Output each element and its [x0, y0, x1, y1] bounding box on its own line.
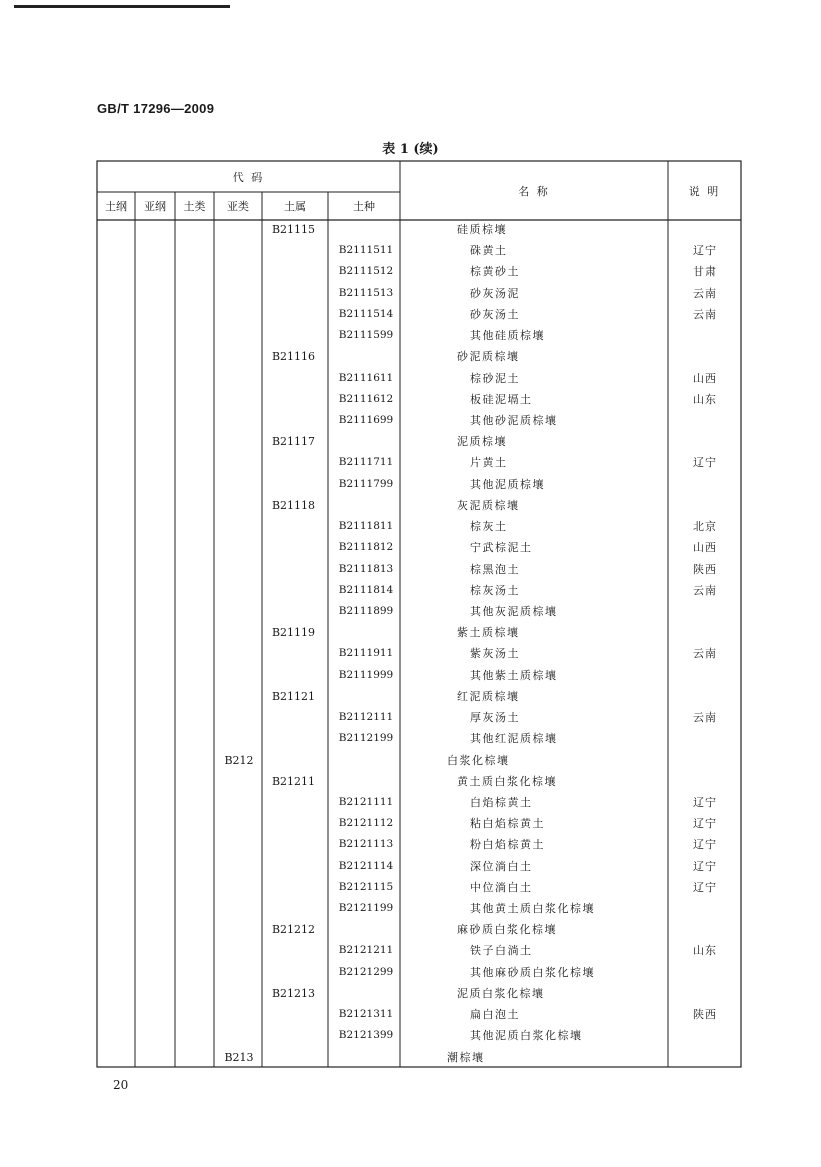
genus-code: B21213 [271, 987, 316, 1000]
table-title: 表 1 (续) [382, 142, 439, 157]
species-code: B2111899 [338, 605, 394, 617]
soil-name: 白浆化棕壤 [447, 754, 510, 767]
subgroup-code: B213 [224, 1051, 254, 1064]
soil-name: 白焰棕黄土 [470, 796, 533, 809]
soil-name: 砂灰汤土 [470, 308, 520, 321]
soil-name: 深位淌白土 [470, 860, 533, 873]
species-code: B2111813 [338, 563, 394, 575]
genus-code: B21116 [271, 350, 316, 363]
region-note: 北京 [693, 520, 717, 533]
species-code: B2111513 [338, 287, 394, 299]
soil-name: 中位淌白土 [470, 881, 533, 894]
species-code: B2111511 [338, 244, 394, 256]
region-note: 云南 [693, 287, 717, 300]
species-code: B2111514 [338, 308, 394, 320]
soil-name: 泥质棕壤 [457, 435, 507, 448]
page-number: 20 [113, 1078, 129, 1092]
region-note: 辽宁 [693, 860, 717, 873]
soil-name: 泥质白浆化棕壤 [457, 987, 545, 1000]
soil-name: 砂泥质棕壤 [457, 350, 520, 363]
species-code: B2111699 [338, 414, 394, 426]
species-code: B2121113 [338, 838, 394, 850]
genus-code: B21117 [271, 435, 316, 448]
species-code: B2111611 [338, 372, 394, 384]
genus-code: B21121 [271, 690, 316, 703]
region-note: 陕西 [693, 1008, 717, 1021]
species-code: B2121199 [338, 902, 394, 914]
soil-name: 硅质棕壤 [457, 223, 507, 236]
species-code: B2121399 [338, 1029, 394, 1041]
table-border [97, 161, 741, 1067]
group-header: 土类 [183, 200, 206, 213]
region-note: 辽宁 [693, 881, 717, 894]
soil-name: 红泥质棕壤 [457, 690, 520, 703]
soil-name: 硃黄土 [470, 244, 508, 257]
soil-name: 麻砂质白浆化棕壤 [457, 923, 557, 936]
soil-name: 棕黄砂土 [470, 265, 520, 278]
species-code: B2121114 [338, 860, 394, 872]
species-code: B2111911 [338, 647, 394, 659]
soil-name: 其他泥质棕壤 [470, 478, 545, 491]
species-code: B2111999 [338, 669, 394, 681]
soil-name: 棕灰汤土 [470, 584, 520, 597]
genus-code: B21212 [271, 923, 316, 936]
region-note: 云南 [693, 647, 717, 660]
species-code: B2112111 [338, 711, 394, 723]
species-code: B2111811 [338, 520, 394, 532]
genus-code: B21211 [271, 775, 316, 788]
species-code: B2111711 [338, 456, 394, 468]
region-note: 山东 [693, 393, 717, 406]
species-code: B2111512 [338, 265, 394, 277]
soil-name: 扁白泡土 [470, 1008, 520, 1021]
species-code: B2111812 [338, 541, 394, 553]
genus-code: B21119 [271, 626, 316, 639]
species-header: 土种 [353, 200, 375, 213]
note-header: 说 明 [688, 184, 721, 198]
soil-name: 灰泥质棕壤 [457, 499, 520, 512]
region-note: 甘肃 [693, 265, 717, 278]
species-code: B2121299 [338, 966, 394, 978]
soil-name: 其他砂泥质棕壤 [470, 414, 558, 427]
soil-name: 紫灰汤土 [470, 647, 520, 660]
soil-name: 粉白焰棕黄土 [470, 838, 545, 851]
region-note: 山东 [693, 944, 717, 957]
genus-header: 土属 [284, 200, 306, 213]
region-note: 辽宁 [693, 796, 717, 809]
soil-name: 板硅泥塥土 [470, 393, 533, 406]
standard-number: GB/T 17296—2009 [97, 101, 215, 116]
soil-name: 厚灰汤土 [470, 711, 520, 724]
soil-name: 其他泥质白浆化棕壤 [470, 1029, 583, 1042]
region-note: 陕西 [693, 563, 717, 576]
species-code: B2111599 [338, 329, 394, 341]
soil-name: 其他硅质棕壤 [470, 329, 545, 342]
soil-name: 紫土质棕壤 [457, 626, 520, 639]
subgroup-header: 亚类 [227, 200, 249, 213]
soil-name: 粘白焰棕黄土 [470, 817, 545, 830]
species-code: B2121211 [338, 944, 394, 956]
region-note: 辽宁 [693, 244, 717, 257]
region-note: 辽宁 [693, 456, 717, 469]
soil-name: 砂灰汤泥 [470, 287, 520, 300]
soil-name: 铁子白淌土 [470, 944, 533, 957]
region-note: 辽宁 [693, 817, 717, 830]
genus-code: B21118 [271, 499, 316, 512]
code-header: 代 码 [232, 170, 265, 184]
region-note: 云南 [693, 711, 717, 724]
soil-name: 棕灰土 [470, 520, 508, 533]
species-code: B2121311 [338, 1008, 394, 1020]
species-code: B2112199 [338, 732, 394, 744]
soil-name: 棕黑泡土 [470, 563, 520, 576]
soil-name: 其他黄土质白浆化棕壤 [470, 902, 595, 915]
soil-name: 棕砂泥土 [470, 372, 520, 385]
soil-name: 黄土质白浆化棕壤 [457, 775, 557, 788]
subgroup-code: B212 [224, 754, 254, 767]
order-header: 土纲 [105, 200, 127, 213]
species-code: B2121112 [338, 817, 394, 829]
species-code: B2111799 [338, 478, 394, 490]
soil-name: 其他紫土质棕壤 [470, 669, 558, 682]
soil-name: 潮棕壤 [447, 1051, 485, 1064]
species-code: B2111612 [338, 393, 394, 405]
suborder-header: 亚纲 [144, 200, 166, 213]
soil-name: 其他红泥质棕壤 [470, 732, 558, 745]
soil-name: 其他灰泥质棕壤 [470, 605, 558, 618]
species-code: B2121111 [338, 796, 394, 808]
soil-name: 其他麻砂质白浆化棕壤 [470, 966, 595, 979]
region-note: 山西 [693, 541, 717, 554]
region-note: 云南 [693, 308, 717, 321]
region-note: 云南 [693, 584, 717, 597]
genus-code: B21115 [271, 223, 316, 236]
soil-name: 片黄土 [470, 456, 508, 469]
name-header: 名 称 [518, 184, 550, 198]
soil-name: 宁武棕泥土 [470, 541, 533, 554]
region-note: 山西 [693, 372, 717, 385]
species-code: B2121115 [338, 881, 394, 893]
region-note: 辽宁 [693, 838, 717, 851]
species-code: B2111814 [338, 584, 394, 596]
